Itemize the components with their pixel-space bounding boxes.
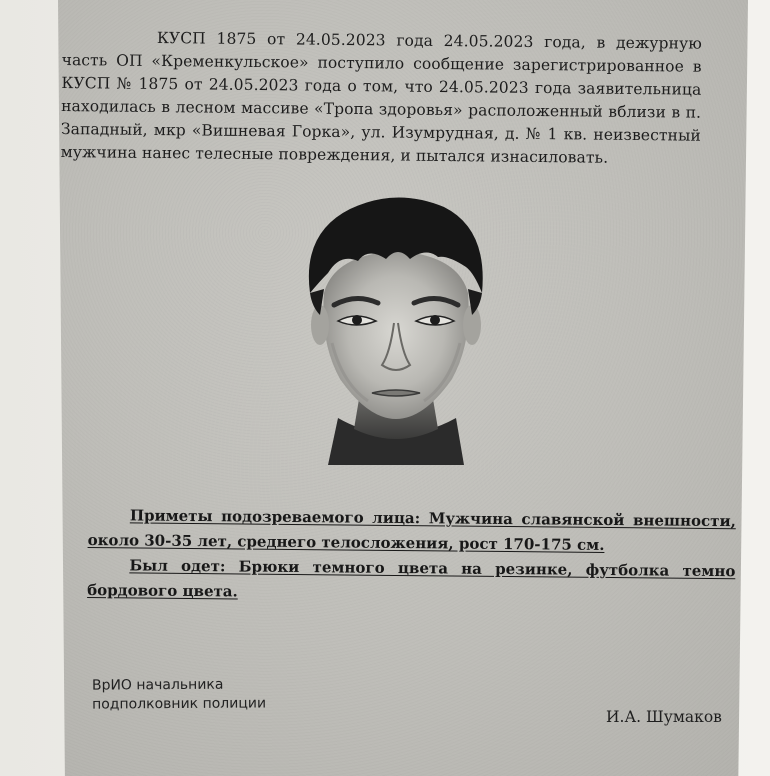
signer-title-line2: подполковник полиции xyxy=(92,695,267,713)
suspect-composite-sketch xyxy=(298,193,494,465)
signer-title-line1: ВрИО начальника xyxy=(91,676,224,694)
suspect-clothing: Был одет: Брюки темного цвета на резинке, футболка темно бордового цвета. xyxy=(87,556,736,601)
incident-paragraph: КУСП 1875 от 24.05.2023 года 24.05.2023 года, в дежурную часть ОП «Кременкульское» поступило сообщение зарегистрированное в КУСП № 1875 от 24.05.2023 года о том, что 24.05.2023 года заявительница находилась в лесном массиве «Тропа здоровья» расположенный вблизи в п. Западный, мкр «Вишневая Горка», ул. Изумрудная, д. № 1 кв. неизвестный мужчина нанес телесные повреждения, и пытался изнасиловать. xyxy=(60,28,702,167)
signer-name: И.А. Шумаков xyxy=(606,708,722,726)
suspect-description xyxy=(87,503,736,609)
suspect-signs: Приметы подозреваемого лица: Мужчина славянской внешности, около 30-35 лет, среднего телосложения, рост 170-175 см. xyxy=(87,506,736,554)
signer-title xyxy=(92,675,266,714)
